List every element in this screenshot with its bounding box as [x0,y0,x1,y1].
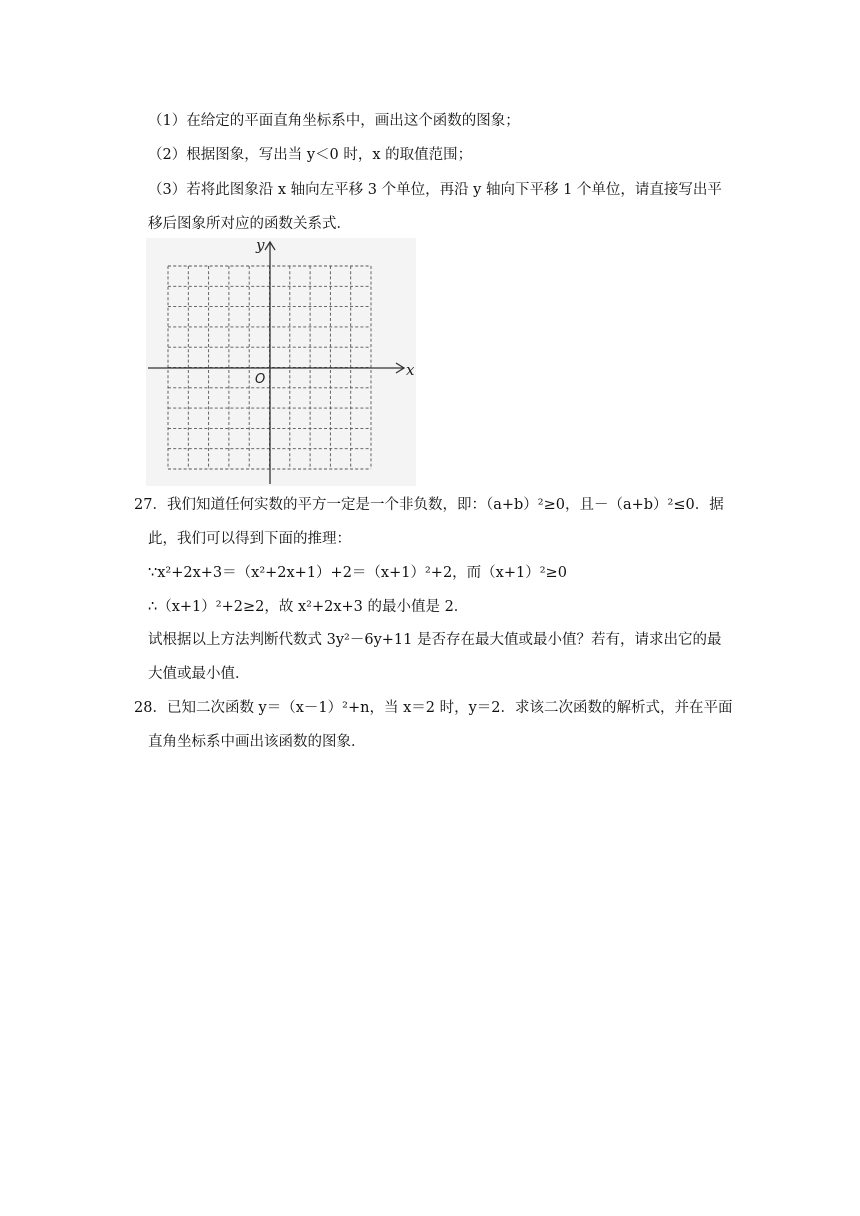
q26-part1: （1）在给定的平面直角坐标系中，画出这个函数的图象； [148,113,520,129]
q27-line6: 大值或最小值． [148,666,250,682]
x-axis-label: x [406,361,415,379]
q28-line2: 直角坐标系中画出该函数的图象． [148,734,366,750]
q26-part3-line1: （3）若将此图象沿 x 轴向左平移 3 个单位，再沿 y 轴向下平移 1 个单位，请直接写出平 [148,182,722,198]
q27-line3: ∵x²+2x+3＝（x²+2x+1）+2＝（x+1）²+2，而（x+1）²≥0 [148,565,567,581]
q28-line1: 28．已知二次函数 y＝（x－1）²+n，当 x＝2 时，y＝2．求该二次函数的解析式，并在平面 [134,700,733,716]
q27-line1: 27．我们知道任何实数的平方一定是一个非负数，即：（a+b）²≥0，且－（a+b）²≤0．据 [134,497,724,513]
y-axis-label: y [256,238,265,254]
coordinate-grid-svg [146,238,416,486]
q27-line5: 试根据以上方法判断代数式 3y²－6y+11 是否存在最大值或最小值？若有，请求出它的最 [148,632,722,648]
origin-label: O [255,372,266,387]
q26-part2: （2）根据图象，写出当 y＜0 时，x 的取值范围； [148,147,473,163]
q27-line4: ∴（x+1）²+2≥2，故 x²+2x+3 的最小值是 2． [148,599,469,615]
q26-part3-line2: 移后图象所对应的函数关系式． [148,216,351,232]
q27-line2: 此，我们可以得到下面的推理： [148,531,351,547]
coordinate-grid-figure [146,238,416,486]
